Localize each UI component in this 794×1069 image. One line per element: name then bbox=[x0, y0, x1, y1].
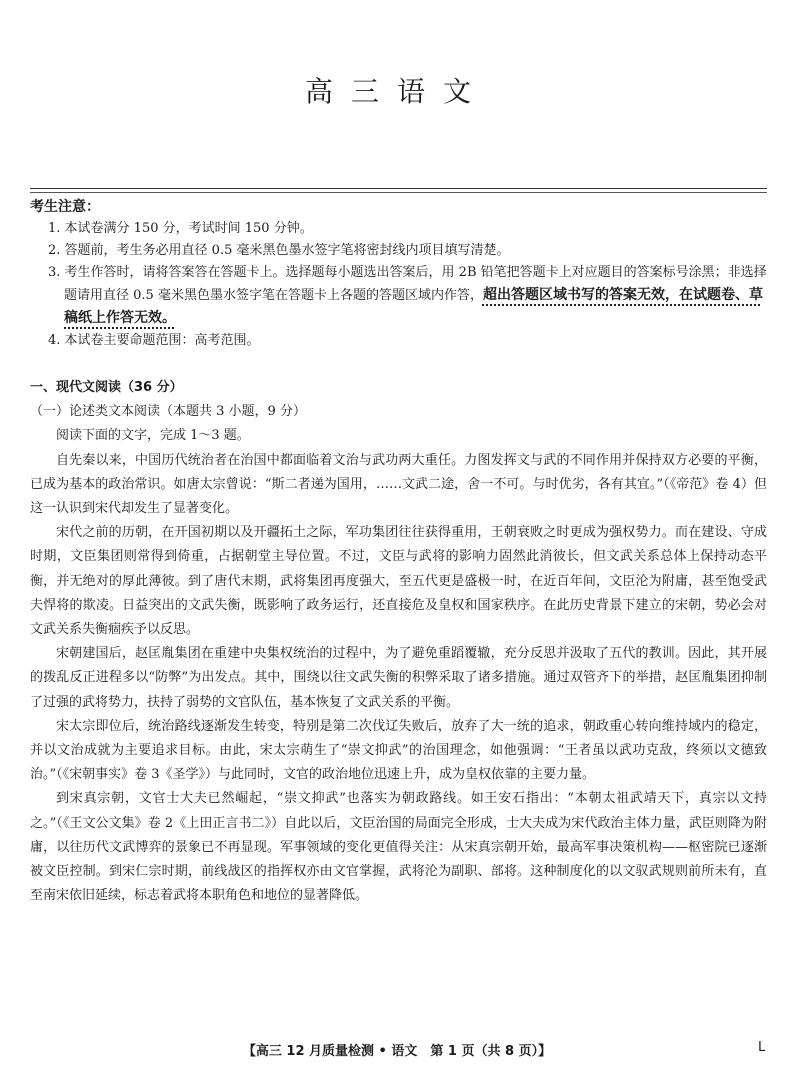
notice-item-3-text: 3. 考生作答时，请将答案答在答题卡上。选择题每小题选出答案后，用 2B 铅笔把答题卡上对应题目的答案标号涂黑；非选择题请用直径 0.5 毫米黑色墨水签字笔在答题卡上各题的答题区域内作答， bbox=[48, 265, 767, 303]
notice-item-1: 1. 本试卷满分 150 分，考试时间 150 分钟。 bbox=[48, 221, 313, 236]
notice-item-3 bbox=[30, 262, 770, 330]
section-subheading: （一）论述类文本阅读（本题共 3 小题，9 分） bbox=[30, 404, 306, 420]
passage-paragraph-5: 到宋真宗朝，文官士大夫已然崛起，“崇文抑武”也落实为朝政路线。如王安石指出：“本朝太祖武靖天下，真宗以文持之。”（《王文公文集》卷 2《上田正言书二》）自此以后，文臣治国的局面完全形成，士大夫成为宋代政治主体力量，武臣则降为附庸，以往历代文武博弈的景象已不再显现。军事领域的变化更值得关注：从宋真宗朝开始，最高军事决策机构——枢密院已逐渐被文臣控制。到宋仁宗时期，前线战区的指挥权亦由文官掌握，武将沦为副职、部将。这种制度化的以文驭武规则前所未有，直至南宋依旧延续，标志着武将本职角色和地位的显著降低。 bbox=[30, 791, 767, 904]
page-footer: 【高三 12 月质量检测 • 语文 第 1 页（共 8 页）】 bbox=[242, 1044, 552, 1059]
passage-paragraph-1: 自先秦以来，中国历代统治者在治国中都面临着文治与武功两大重任。力图发挥文与武的不同作用并保持双方必要的平衡，已成为基本的政治常识。如唐太宗曾说：“斯二者递为国用，……文武二途，舍一不可。与时优劣，各有其宜。”（《帝范》卷 4）但这一认识到宋代却发生了显著变化。 bbox=[30, 452, 767, 517]
notice-item-3-emphasis: 超出答题区域书写的答案无效，在试题卷、草稿纸上作答无效。 bbox=[64, 287, 763, 326]
candidate-notice bbox=[30, 196, 770, 352]
notice-heading: 考生注意： bbox=[30, 199, 100, 215]
notice-item-2: 2. 答题前，考生务必用直径 0.5 毫米黑色墨水签字笔将密封线内项目填写清楚。 bbox=[48, 243, 510, 258]
passage-paragraph-4: 宋太宗即位后，统治路线逐渐发生转变，特别是第二次伐辽失败后，放弃了大一统的追求，朝政重心转向维持域内的稳定，并以文治成就为主要追求目标。由此，宋太宗萌生了“崇文抑武”的治国理念，如他强调：“王者虽以武功克敌，终须以文德致治。”（《宋朝事实》卷 3《圣学》）与此同时，文官的政治地位迅速上升，成为皇权依靠的主要力量。 bbox=[30, 718, 767, 783]
reading-section bbox=[30, 376, 767, 908]
reading-instruction: 阅读下面的文字，完成 1～3 题。 bbox=[56, 428, 250, 444]
page-title: 高三语文 bbox=[304, 75, 489, 108]
passage-paragraph-3: 宋朝建国后，赵匡胤集团在重建中央集权统治的过程中，为了避免重蹈覆辙，充分反思并汲取了五代的教训。因此，其开展的拨乱反正进程多以“防弊”为出发点。其中，围绕以往文武失衡的积弊采取了诸多措施。通过双管齐下的举措，赵匡胤集团抑制了过强的武将势力，扶持了弱势的文官队伍，基本恢复了文武关系的平衡。 bbox=[30, 646, 767, 710]
passage-paragraph-2: 宋代之前的历朝，在开国初期以及开疆拓土之际，军功集团往往获得重用，王朝衰败之时更成为强权势力。而在建设、守成时期，文臣集团则常得到倚重，占据朝堂主导位置。不过，文臣与武将的影响力固然此消彼长，但文武关系总体上保持动态平衡，并无绝对的厚此薄彼。到了唐代末期，武将集团再度强大，至五代更是盛极一时，在近百年间，文臣沦为附庸，甚至饱受武夫悍将的欺凌。日益突出的文武失衡，既影响了政务运行，还直接危及皇权和国家秩序。在此历史背景下建立的宋朝，势必会对文武关系失衡痼疾予以反思。 bbox=[30, 525, 767, 638]
notice-item-4: 4. 本试卷主要命题范围：高考范围。 bbox=[48, 333, 260, 348]
footer-version-mark: L bbox=[758, 1040, 766, 1055]
header-divider-top bbox=[30, 188, 767, 189]
header-divider-bottom bbox=[30, 192, 767, 193]
section-heading: 一、现代文阅读（36 分） bbox=[30, 380, 183, 395]
